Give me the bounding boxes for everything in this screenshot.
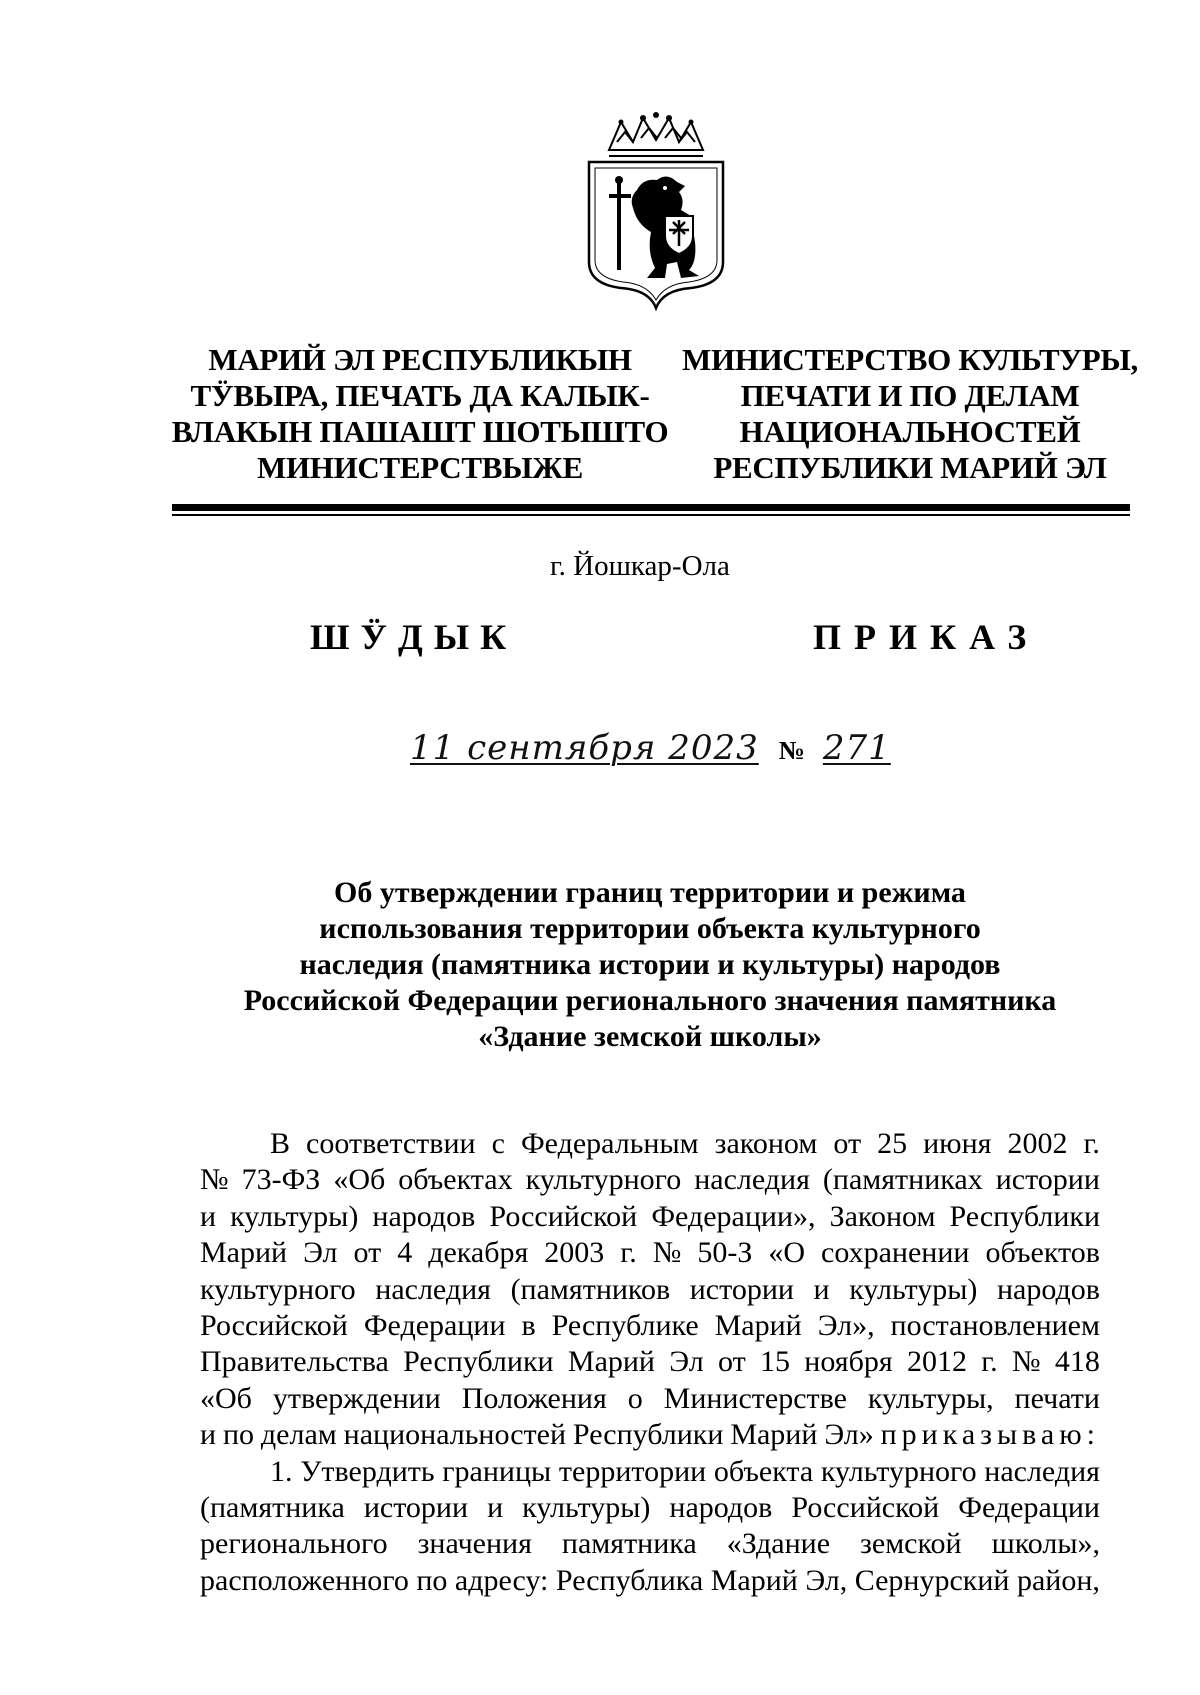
body-word: от [717, 1345, 746, 1379]
body-word: Марий [200, 1236, 288, 1270]
body-word: «Об [333, 1163, 386, 1197]
body-word: 1. [270, 1454, 293, 1488]
body-word: объектах [398, 1163, 513, 1197]
body-word: от [353, 1236, 382, 1270]
body-word: «Об [200, 1381, 252, 1415]
body-word: соответствии [306, 1127, 476, 1160]
body-word: и [200, 1418, 217, 1452]
body-word: культуры, [867, 1381, 994, 1415]
body-word: наследия [984, 1454, 1100, 1488]
body-order-verb: приказываю: [880, 1418, 1100, 1452]
document-body [200, 1126, 1100, 1599]
body-word: школы», [991, 1527, 1100, 1561]
body-word: ноября [804, 1345, 893, 1379]
body-word: границы [442, 1454, 552, 1488]
body-word: наследия [694, 1163, 810, 1197]
body-word: законом [714, 1127, 818, 1160]
body-word: и [200, 1199, 217, 1233]
header-right-russian [680, 342, 1140, 486]
body-word: культуры) [849, 1272, 978, 1306]
body-word: г. [620, 1236, 637, 1270]
body-line [200, 1381, 1100, 1417]
body-word: национальностей [343, 1418, 567, 1452]
body-word: объекта [713, 1454, 814, 1488]
body-word: Республики [949, 1199, 1100, 1233]
body-word: Эл», [817, 1309, 875, 1343]
title-line: Об утверждении границ территории и режима [334, 876, 966, 909]
body-line [200, 1417, 1100, 1453]
body-word: район, [1016, 1563, 1100, 1597]
body-word: культуры) [522, 1491, 651, 1525]
body-line [200, 1126, 1100, 1162]
body-word: культурного [820, 1454, 977, 1488]
body-word: истории [363, 1491, 469, 1525]
body-word: г. [1083, 1127, 1100, 1160]
body-line [200, 1563, 1100, 1599]
body-line [200, 1526, 1100, 1562]
body-line [200, 1235, 1100, 1271]
body-word: 73-ФЗ [241, 1163, 321, 1197]
header-left-line: МИНИСТЕРСТВЫЖЕ [257, 450, 583, 485]
body-word: 418 [1054, 1345, 1100, 1379]
body-word: № [652, 1236, 682, 1270]
order-number-handwritten: 271 [822, 728, 891, 768]
body-word: Эл, [805, 1563, 848, 1597]
body-word: Федерации [958, 1491, 1100, 1525]
body-word: земской [860, 1527, 962, 1561]
title-line: наследия (памятника истории и культуры) народов [299, 948, 1001, 981]
body-word: утверждении [272, 1381, 441, 1415]
body-word: Эл [669, 1345, 704, 1379]
body-word: г. [981, 1345, 998, 1379]
body-word: Эл» [824, 1418, 874, 1452]
body-word: Положения [461, 1381, 607, 1415]
body-word: Марий [714, 1309, 802, 1343]
body-word: июня [923, 1127, 992, 1160]
header-left-line: ТӰВЫРА, ПЕЧАТЬ ДА КАЛЫК- [190, 378, 650, 413]
body-word: по [222, 1418, 255, 1452]
body-word: Марий [730, 1418, 818, 1452]
body-word: декабря [428, 1236, 529, 1270]
body-word: объектов [985, 1236, 1100, 1270]
body-word: Сернурский [854, 1563, 1010, 1597]
doc-type-russian: ПРИКАЗ [813, 617, 1040, 657]
header-right-line: РЕСПУБЛИКИ МАРИЙ ЭЛ [713, 450, 1107, 485]
header-left-mari [170, 342, 670, 486]
body-word: (памятников [510, 1272, 671, 1306]
body-word: Республики [572, 1418, 724, 1452]
header-right-line: НАЦИОНАЛЬНОСТЕЙ [739, 414, 1081, 449]
body-word: Республике [551, 1309, 699, 1343]
body-word: адресу: [454, 1563, 549, 1597]
body-word: Марий [567, 1345, 655, 1379]
body-word: № [200, 1163, 229, 1197]
body-word: 2002 [1007, 1127, 1068, 1160]
body-word: Республики [403, 1345, 554, 1379]
body-line [200, 1344, 1100, 1380]
body-word: памятника [561, 1527, 697, 1561]
order-date-number [410, 728, 891, 768]
body-word: Федеральным [520, 1127, 699, 1160]
header-right-line: МИНИСТЕРСТВО КУЛЬТУРЫ, [682, 342, 1138, 377]
body-word: по [416, 1563, 448, 1597]
body-word: культурного [200, 1272, 356, 1306]
body-word: 4 [397, 1236, 413, 1270]
body-word: в [521, 1309, 536, 1343]
body-word: наследия [375, 1272, 491, 1306]
body-word: постановлением [890, 1309, 1100, 1343]
doc-type-mari: ШӰДЫК [310, 617, 518, 657]
header-left-line: ВЛАКЫН ПАШАШТ ШОТЫШТО [171, 414, 669, 449]
body-word: Федерации [363, 1309, 506, 1343]
body-word: (памятника [200, 1491, 345, 1525]
body-word: Министерстве [663, 1381, 847, 1415]
order-date-handwritten: 11 сентября 2023 [410, 728, 759, 768]
body-line [200, 1490, 1100, 1526]
body-word: народов [372, 1199, 476, 1233]
body-word: истории [995, 1163, 1100, 1197]
body-word: 2012 [906, 1345, 967, 1379]
body-word: 15 [760, 1345, 790, 1379]
body-line [200, 1272, 1100, 1308]
body-word: культуры) [230, 1199, 359, 1233]
body-word: и [813, 1272, 830, 1306]
body-word: Российской [489, 1199, 638, 1233]
body-word: 25 [877, 1127, 908, 1160]
body-word: истории [689, 1272, 794, 1306]
header-divider-thin [172, 514, 1130, 516]
body-word: народов [669, 1491, 773, 1525]
mari-el-coat-of-arms-icon [581, 112, 731, 312]
body-line [200, 1308, 1100, 1344]
body-word: и [487, 1491, 504, 1525]
number-sign: № [778, 736, 805, 765]
body-word: Утвердить [300, 1454, 435, 1488]
body-line [200, 1162, 1100, 1198]
body-word: Эл [303, 1236, 338, 1270]
body-word: расположенного [200, 1563, 409, 1597]
body-word: В [270, 1127, 291, 1160]
body-word: культурного [525, 1163, 682, 1197]
header-divider-thick [172, 504, 1130, 511]
body-word: значения [417, 1527, 532, 1561]
body-word: территории [558, 1454, 707, 1488]
body-word: 2003 [544, 1236, 605, 1270]
body-word: от [833, 1127, 862, 1160]
body-word: «О [768, 1236, 806, 1270]
header-left-line: МАРИЙ ЭЛ РЕСПУБЛИКЫН [208, 342, 632, 377]
body-line [200, 1454, 1100, 1490]
city-label: г. Йошкар-Ола [550, 550, 730, 582]
body-word: Правительства [200, 1345, 389, 1379]
body-word: Российской [200, 1309, 348, 1343]
header-right-line: ПЕЧАТИ И ПО ДЕЛАМ [740, 378, 1080, 413]
title-line: использования территории объекта культурного [319, 912, 981, 945]
body-word: «Здание [726, 1527, 831, 1561]
body-word: о [627, 1381, 643, 1415]
body-word: Марий [710, 1563, 798, 1597]
body-word: народов [997, 1272, 1100, 1306]
body-word: (памятниках [822, 1163, 983, 1197]
body-word: № [1011, 1345, 1041, 1379]
title-line: Российской Федерации регионального значения памятника [243, 984, 1057, 1017]
body-word: сохранении [821, 1236, 970, 1270]
body-word: печати [1014, 1381, 1100, 1415]
body-word: Республика [555, 1563, 704, 1597]
body-word: Законом [829, 1199, 936, 1233]
body-word: с [491, 1127, 505, 1160]
body-word: 50-З [697, 1236, 753, 1270]
body-word: регионального [200, 1527, 388, 1561]
body-word: Федерации», [651, 1199, 816, 1233]
body-line [200, 1199, 1100, 1235]
document-title [200, 875, 1100, 1055]
title-line: «Здание земской школы» [478, 1020, 822, 1053]
body-word: Российской [791, 1491, 940, 1525]
body-word: делам [260, 1418, 337, 1452]
